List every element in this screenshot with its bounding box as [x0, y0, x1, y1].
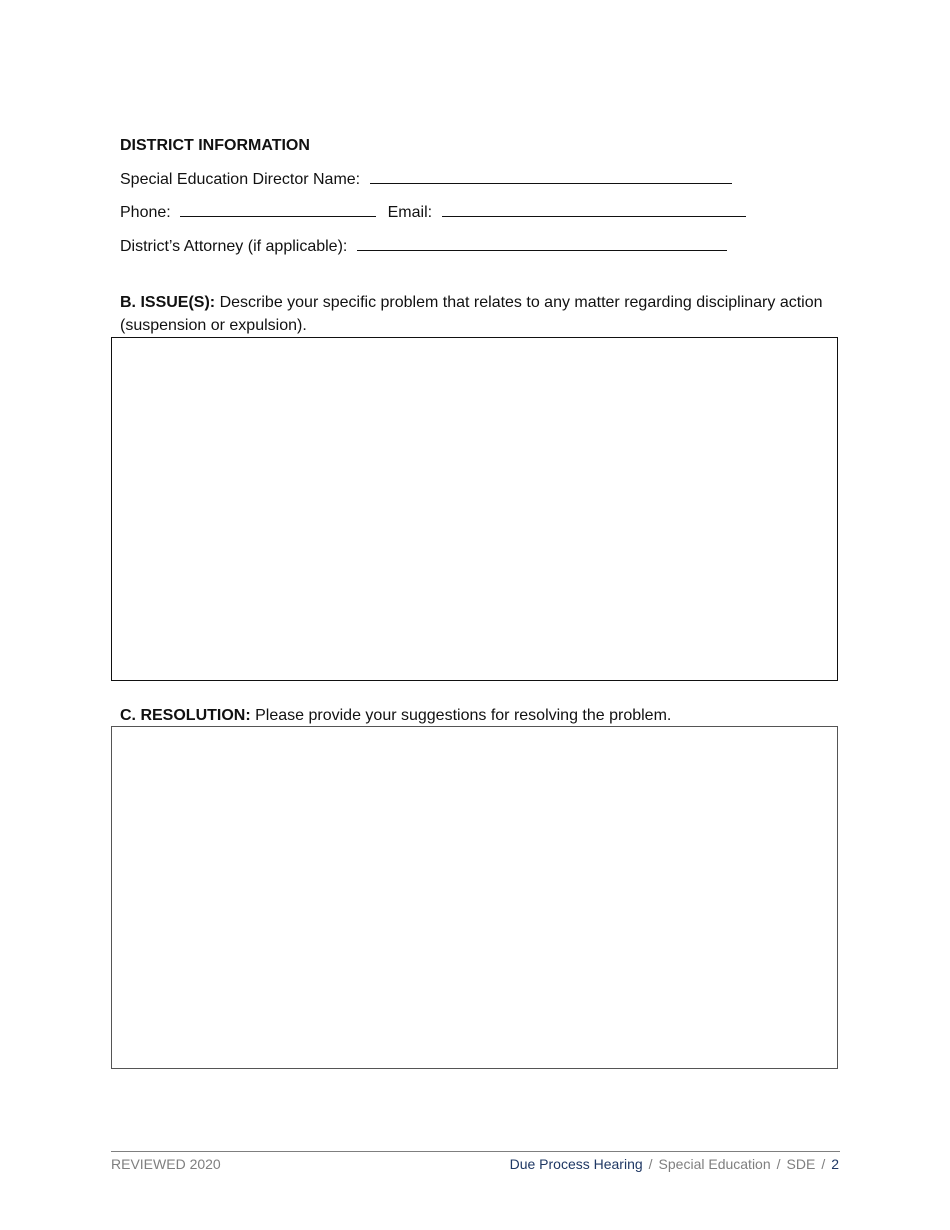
issues-label: B. ISSUE(S): [120, 294, 216, 311]
footer-crumb-special-education: Special Education [658, 1156, 771, 1172]
phone-label: Phone: [120, 204, 171, 221]
resolution-text-box[interactable] [111, 726, 838, 1069]
email-field[interactable] [442, 201, 746, 217]
phone-field[interactable] [180, 201, 376, 217]
director-name-field[interactable] [370, 168, 732, 184]
footer-separator: / [821, 1156, 826, 1172]
issues-text-box[interactable] [111, 337, 838, 681]
attorney-label: District’s Attorney (if applicable): [120, 238, 348, 255]
footer-reviewed: REVIEWED 2020 [111, 1156, 221, 1172]
phone-email-row [120, 201, 746, 224]
footer-breadcrumb [510, 1155, 839, 1173]
footer-page-number: 2 [831, 1156, 839, 1172]
attorney-field[interactable] [357, 235, 727, 251]
footer-crumb-sde: SDE [786, 1156, 816, 1172]
email-label: Email: [387, 204, 433, 221]
resolution-label: C. RESOLUTION: [120, 707, 251, 724]
district-information-heading: DISTRICT INFORMATION [120, 137, 310, 154]
footer-crumb-due-process: Due Process Hearing [509, 1156, 643, 1172]
footer-separator: / [648, 1156, 653, 1172]
footer-divider [111, 1151, 840, 1152]
footer-separator: / [776, 1156, 781, 1172]
director-name-row [120, 168, 732, 191]
director-name-label: Special Education Director Name: [120, 171, 361, 188]
issues-description [120, 291, 840, 337]
resolution-description [120, 704, 840, 727]
issues-text: Describe your specific problem that relates to any matter regarding disciplinary action (suspension or expulsion). [120, 294, 823, 334]
resolution-text: Please provide your suggestions for resolving the problem. [255, 707, 672, 724]
attorney-row [120, 235, 727, 258]
